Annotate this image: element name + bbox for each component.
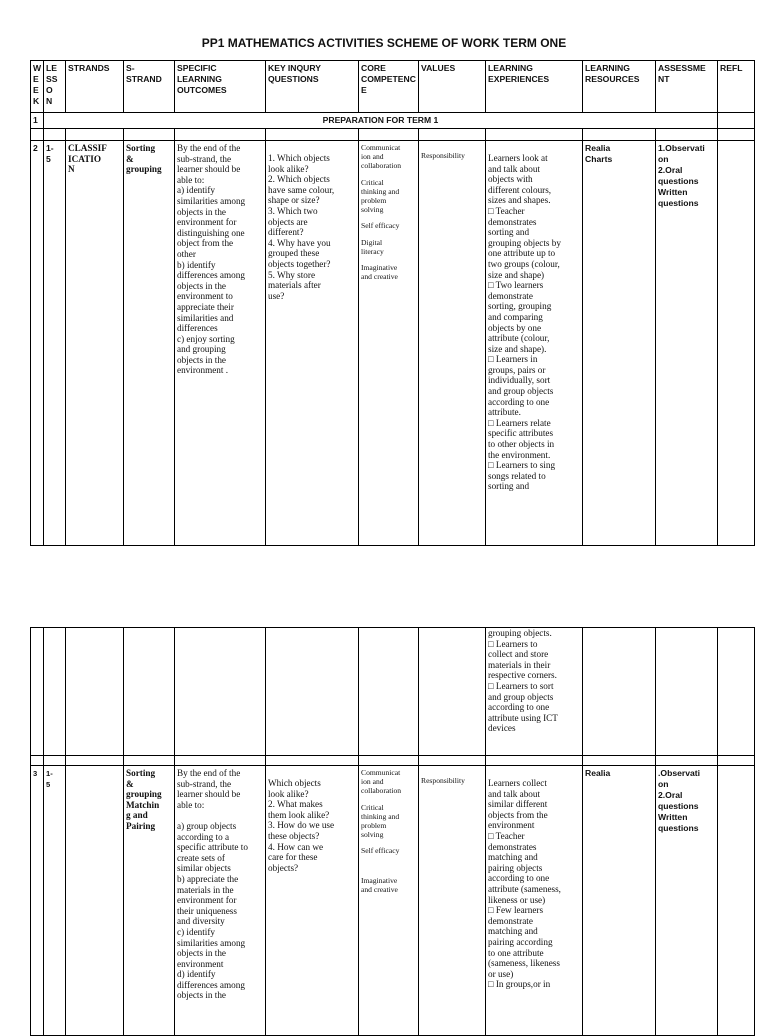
header-week: W E E K xyxy=(31,61,44,113)
competence-item: Critical thinking and problem solving xyxy=(361,802,400,840)
week-3-sub-strand: Sorting & grouping Matchin g and Pairing xyxy=(124,766,175,1036)
header-strands: STRANDS xyxy=(66,61,124,113)
week-3-reflection xyxy=(718,766,755,1036)
week-3-number: 3 xyxy=(31,766,44,1036)
week-1-number: 1 xyxy=(31,113,44,129)
scheme-table-section-2 xyxy=(30,627,755,1036)
header-questions: KEY INQURY QUESTIONS xyxy=(266,61,359,113)
week-2-strand: CLASSIF ICATIO N xyxy=(66,141,124,546)
week-2-sub-strand: Sorting & grouping xyxy=(124,141,175,546)
week-3-values: Responsibility xyxy=(419,766,486,1036)
competence-item: Self efficacy xyxy=(361,221,400,231)
week-2-questions: 1. Which objects look alike? 2. Which objects have same colour, shape or size? 3. Which two objects are different? 4. Why have you grouped these objects together? 5. Why store materials after use? xyxy=(266,141,359,546)
week-1-preparation: PREPARATION FOR TERM 1 xyxy=(44,113,718,129)
header-experiences: LEARNING EXPERIENCES xyxy=(486,61,583,113)
document-title: PP1 MATHEMATICS ACTIVITIES SCHEME OF WORK TERM ONE xyxy=(201,36,567,50)
header-competence: CORE COMPETENC E xyxy=(359,61,419,113)
week-2-competence xyxy=(359,141,419,546)
week-2-resources: Realia Charts xyxy=(583,141,656,546)
header-row xyxy=(31,61,755,113)
week-3-strand xyxy=(66,766,124,1036)
header-outcomes: SPECIFIC LEARNING OUTCOMES xyxy=(175,61,266,113)
header-reflection: REFL xyxy=(718,61,755,113)
competence-item: Critical thinking and problem solving xyxy=(361,177,400,215)
week-2-row xyxy=(31,141,755,546)
header-assessment: ASSESSME NT xyxy=(656,61,718,113)
week-2-values: Responsibility xyxy=(419,141,486,546)
competence-item: Communicat ion and collaboration xyxy=(361,143,402,171)
week-3-resources: Realia xyxy=(583,766,656,1036)
competence-item: Communicat ion and collaboration xyxy=(361,768,402,796)
gap-row xyxy=(31,129,755,141)
header-sub-strand: S- STRAND xyxy=(124,61,175,113)
week-3-outcomes: By the end of the sub-strand, the learner should be able to: a) group objects according to a specific attribute to create sets of similar objects b) appreciate the materials in the environment for their uniqueness and diversity c) identify similarities among objects in the environment d) identify differences among objects in the xyxy=(175,766,266,1036)
competence-item: Imaginative and creative xyxy=(361,875,398,894)
week-1-row xyxy=(31,113,755,129)
scheme-table-section-1 xyxy=(30,60,755,546)
week-3-competence xyxy=(359,766,419,1036)
header-lesson: LE SS O N xyxy=(44,61,66,113)
week-2-number: 2 xyxy=(31,141,44,546)
week-3-row xyxy=(31,766,755,1036)
competence-item: Imaginative and creative xyxy=(361,263,398,282)
competence-item: Digital literacy xyxy=(361,237,384,256)
week-2-experiences: Learners look at and talk about objects with different colours, sizes and shapes. □ Teacher demonstrates sorting and grouping objects by one attribute up to two groups (colour, size and shape) □ Two learners demonstrate sorting, grouping and comparing objects by one attribute (colour, size and shape). □ Learners in groups, pairs or individually, sort and group objects according to one attribute. □ Learners relate specific attributes to other objects in the environment. □ Learners to sing songs related to sorting and xyxy=(486,141,583,546)
week-2-experiences-continued: grouping objects. □ Learners to collect and store materials in their respective corners. □ Learners to sort and group objects according to one attribute using ICT devices xyxy=(486,628,583,756)
week-2-outcomes: By the end of the sub-strand, the learner should be able to: a) identify similarities among objects in the environment for distinguishing one object from the other b) identify differences among objects in the environment to appreciate their similarities and differences c) enjoy sorting and grouping objects in the environment . xyxy=(175,141,266,546)
week-3-lessons: 1- 5 xyxy=(44,766,66,1036)
gap-row-2 xyxy=(31,756,755,766)
week-3-questions: Which objects look alike? 2. What makes them look alike? 3. How do we use these objects? 4. How can we care for these objects? xyxy=(266,766,359,1036)
header-resources: LEARNING RESOURCES xyxy=(583,61,656,113)
week-1-reflection xyxy=(718,113,755,129)
header-values: VALUES xyxy=(419,61,486,113)
week-3-assessment: .Observati on 2.Oral questions Written questions xyxy=(656,766,718,1036)
week-2-reflection xyxy=(718,141,755,546)
week-2-lessons: 1- 5 xyxy=(44,141,66,546)
competence-item: Self efficacy xyxy=(361,846,400,856)
week-3-experiences: Learners collect and talk about similar different objects from the environment □ Teacher demonstrates matching and pairing objects according to one attribute (sameness, likeness or use) □ Few learners demonstrate matching and pairing according to one attribute (sameness, likeness or use) □ In groups,or in xyxy=(486,766,583,1036)
continuation-row xyxy=(31,628,755,756)
week-2-assessment: 1.Observati on 2.Oral questions Written questions xyxy=(656,141,718,546)
